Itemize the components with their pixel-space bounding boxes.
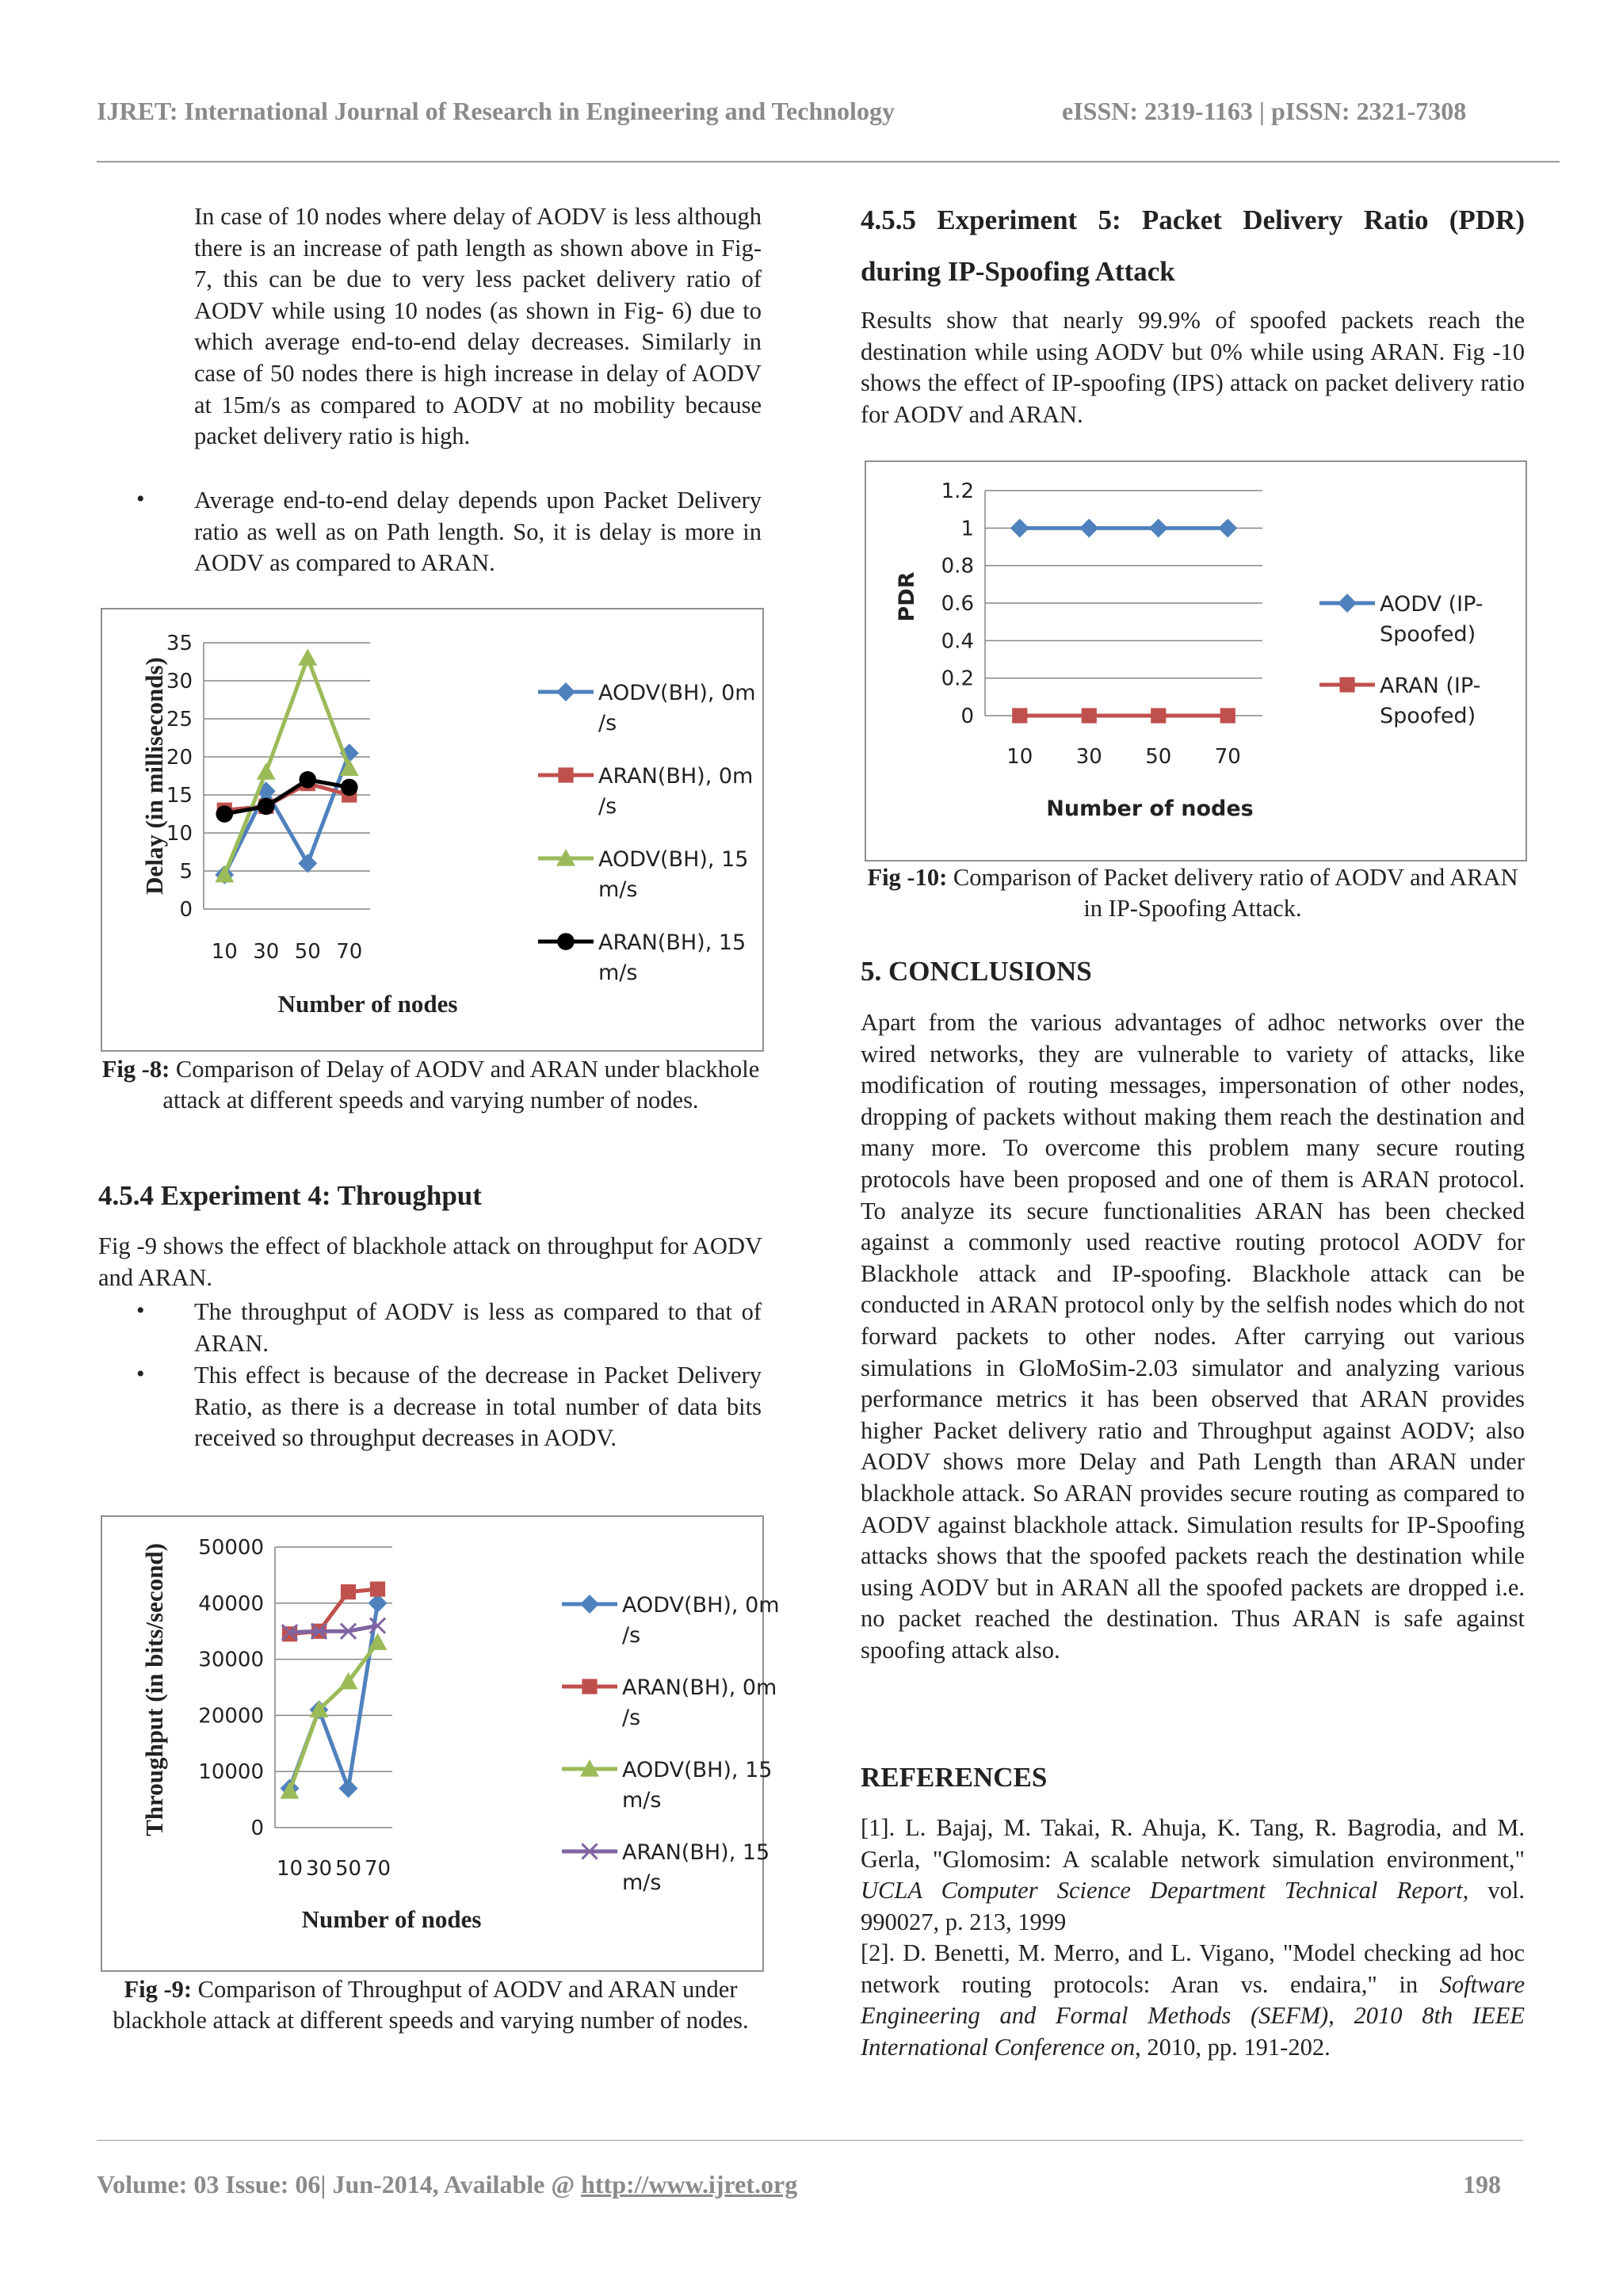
y-tick-label: 0.4 [941, 629, 974, 654]
section-4-5-5-title-line2: during IP-Spoofing Attack [861, 256, 1175, 287]
legend-label: AODV(BH), 15 [598, 847, 749, 872]
figure-9-caption-text: Comparison of Throughput of AODV and ARAN under blackhole attack at different speeds and varying number of nodes. [113, 1976, 749, 2034]
bullet-marker: • [136, 486, 145, 512]
reference-1-details: vol. 990027, p. 213, 1999 [861, 1877, 1525, 1935]
data-point [257, 762, 276, 780]
legend-label: ARAN (IP- [1380, 674, 1481, 698]
x-axis-title: Number of nodes [1046, 797, 1254, 821]
legend-label: AODV(BH), 0m [622, 1593, 780, 1618]
reference-1-venue: UCLA Computer Science Department Technical Report, [861, 1877, 1469, 1904]
y-tick-label: 30 [166, 670, 193, 693]
legend-marker [556, 682, 575, 701]
y-axis-title: PDR [895, 571, 919, 622]
legend-label: m/s [622, 1787, 662, 1813]
data-point [1082, 708, 1097, 723]
data-point [298, 648, 317, 666]
page-number: 198 [1463, 2170, 1501, 2199]
legend-label: Spoofed) [1380, 621, 1476, 647]
y-tick-label: 5 [179, 860, 193, 884]
bullet-marker: • [136, 1297, 145, 1324]
reference-2 [861, 1938, 1525, 2063]
data-point [298, 854, 317, 873]
data-point [299, 771, 316, 789]
data-point [341, 779, 358, 797]
y-tick-label: 0 [960, 705, 974, 728]
figure-8-chart [101, 608, 764, 1052]
legend-label: ARAN(BH), 0m [622, 1675, 777, 1700]
x-tick-label: 50 [294, 940, 321, 964]
figure-8-caption [101, 1054, 761, 1116]
paragraph-pdr-results: Results show that nearly 99.9% of spoofed packets reach the destination while using AODV but 0% while using ARAN. Fig -10 shows the effect of IP-spoofing (IPS) attack on packet delivery ratio for AODV and ARAN. [861, 307, 1525, 428]
data-point [216, 805, 233, 823]
paragraph-throughput-intro: Fig -9 shows the effect of blackhole attack on throughput for AODV and ARAN. [98, 1232, 762, 1291]
legend-label: ARAN(BH), 0m [598, 764, 754, 789]
data-point [1220, 708, 1235, 723]
x-tick-label: 70 [336, 940, 363, 964]
journal-title: IJRET: International Journal of Research in Engineering and Technology [97, 97, 895, 125]
reference-2-venue: Software Engineering and Formal Methods (SEFM), 2010 8th IEEE International Conference on [861, 1970, 1525, 2061]
x-tick-label: 10 [211, 940, 238, 964]
series-line [290, 1642, 378, 1791]
footer-volume-info [97, 2170, 797, 2199]
y-tick-label: 10000 [198, 1760, 264, 1785]
figure-9-caption-label: Fig -9: [124, 1976, 193, 2003]
header-rule [97, 161, 1560, 162]
reference-2-authors: [2]. D. Benetti, M. Merro, and L. Vigano, "Model checking ad hoc network routing protocols: Aran vs. endaira," in [861, 1939, 1525, 1998]
legend-label: /s [598, 710, 617, 735]
legend-label: AODV (IP- [1380, 592, 1484, 617]
data-point [1012, 708, 1027, 723]
y-tick-label: 1 [960, 517, 974, 541]
data-point [1151, 708, 1166, 723]
legend-label: m/s [598, 877, 638, 902]
bullet-marker: • [136, 1361, 145, 1387]
data-point [1218, 518, 1237, 537]
legend-marker [582, 1679, 597, 1694]
figure-8-caption-label: Fig -8: [101, 1056, 170, 1083]
footer-rule [97, 2140, 1523, 2141]
figure-10-caption-text: Comparison of Packet delivery ratio of AODV and ARAN in IP-Spoofing Attack. [947, 864, 1518, 922]
y-tick-label: 10 [166, 822, 193, 846]
reference-1-authors: [1]. L. Bajaj, M. Takai, R. Ahuja, K. Tang, R. Bagrodia, and M. Gerla, "Glomosim: A scalable network simulation environment," [861, 1814, 1525, 1873]
data-point [1149, 518, 1168, 537]
legend-label: Spoofed) [1380, 703, 1476, 728]
bullet-delay-dependency: Average end-to-end delay depends upon Packet Delivery ratio as well as on Path length. So, it is delay is more in AODV as compared to ARAN. [194, 487, 762, 577]
references-title: REFERENCES [861, 1762, 1048, 1793]
legend-marker [1338, 594, 1357, 613]
footer-prefix: Volume: 03 Issue: 06| Jun-2014, Available @ [97, 2170, 582, 2199]
x-tick-label: 50 [1145, 745, 1172, 769]
legend-marker [558, 767, 573, 782]
y-tick-label: 0.6 [941, 592, 974, 616]
data-point [1079, 518, 1098, 537]
figure-10-caption [861, 862, 1525, 924]
y-tick-label: 20 [166, 746, 193, 770]
legend-label: AODV(BH), 0m [598, 681, 756, 705]
y-axis-title: Throughput (in bits/second) [140, 1543, 168, 1836]
x-tick-label: 50 [334, 1857, 362, 1881]
conclusions-title: 5. CONCLUSIONS [861, 956, 1092, 987]
legend-label: m/s [598, 960, 638, 985]
y-axis-title: Delay (in milliseconds) [140, 657, 168, 895]
paragraph-delay-analysis: In case of 10 nodes where delay of AODV is less although there is an increase of path length as shown above in Fig- 7, this can be due to very less packet delivery ratio of AODV while using 10 nodes (as shown in Fig- 6) due to which average end-to-end delay decreases. Similarly in case of 50 nodes there is high increase in delay of AODV at 15m/s as compared to AODV at no mobility because packet delivery ratio is high. [194, 203, 762, 450]
fig10-chart-svg [866, 462, 1526, 860]
legend-label: ARAN(BH), 15 [598, 930, 747, 955]
legend-label: /s [622, 1622, 641, 1648]
legend-marker [1339, 677, 1354, 692]
y-tick-label: 15 [166, 784, 193, 808]
legend-label: ARAN(BH), 15 [622, 1840, 770, 1865]
legend-marker [580, 1595, 599, 1614]
x-tick-label: 10 [1006, 745, 1033, 769]
figure-10-chart [865, 460, 1527, 861]
y-tick-label: 0.2 [941, 667, 974, 691]
x-axis-title: Number of nodes [277, 990, 458, 1018]
reference-2-details: , 2010, pp. 191-202. [1135, 2033, 1331, 2061]
x-tick-label: 70 [1214, 745, 1241, 769]
reference-1 [861, 1813, 1525, 1938]
legend-label: AODV(BH), 15 [622, 1758, 773, 1782]
journal-link[interactable]: http://www.ijret.org [581, 2170, 798, 2199]
y-tick-label: 0 [179, 898, 193, 922]
issn-info: eISSN: 2319-1163 | pISSN: 2321-7308 [1062, 97, 1467, 125]
y-tick-label: 25 [166, 708, 193, 732]
y-tick-label: 0 [250, 1817, 264, 1840]
legend-label: /s [622, 1705, 641, 1730]
series-line [290, 1626, 378, 1632]
series-line [224, 658, 349, 875]
x-tick-label: 30 [305, 1857, 333, 1881]
y-tick-label: 0.8 [941, 554, 974, 579]
fig8-chart-svg [102, 609, 762, 1050]
data-point [339, 1778, 358, 1797]
y-tick-label: 20000 [198, 1704, 264, 1729]
data-point [258, 798, 275, 816]
section-4-5-4-title: 4.5.4 Experiment 4: Throughput [98, 1180, 482, 1211]
bullet-throughput-less: The throughput of AODV is less as compared to that of ARAN. [194, 1298, 762, 1357]
paragraph-conclusions: Apart from the various advantages of adhoc networks over the wired networks, they are vulnerable to variety of attacks, like modification of routing messages, impersonation of other nodes, dropping of packets without making them reach the destination and many more. To overcome this problem many secure routing protocols have been proposed and one of them is ARAN protocol. To analyze its secure functionalities ARAN has been checked against a commonly used reactive routing protocol AODV for Blackhole attack and IP-spoofing. Blackhole attack can be conducted in ARAN protocol only by the selfish nodes which do not forward packets to other nodes. After carrying out various simulations in GloMoSim-2.03 simulator and analyzing various performance metrics it has been observed that ARAN provides higher Packet delivery ratio and Throughput against AODV; also AODV shows more Delay and Path Length than ARAN under blackhole attack. So ARAN provides secure routing as compared to AODV against blackhole attack. Simulation results for IP-Spoofing attacks shows that the spoofed packets reach the destination while using AODV but in ARAN all the spoofed packets are dropped i.e. no packet reached the destination. Thus ARAN is safe against spoofing attack also. [861, 1009, 1525, 1664]
figure-10-caption-label: Fig -10: [867, 864, 948, 891]
data-point [1010, 518, 1029, 537]
bullet-throughput-reason: This effect is because of the decrease in Packet Delivery Ratio, as there is a decrease in total number of data bits received so throughput decreases in AODV. [194, 1362, 762, 1452]
figure-9-chart [101, 1515, 780, 1972]
fig9-chart-svg [102, 1517, 780, 1970]
x-tick-label: 10 [276, 1857, 304, 1881]
data-point [370, 1582, 385, 1597]
legend-marker [557, 933, 575, 950]
x-tick-label: 70 [364, 1857, 391, 1881]
figure-9-caption [101, 1974, 761, 2036]
x-axis-title: Number of nodes [301, 1905, 482, 1933]
x-tick-label: 30 [1075, 745, 1102, 769]
section-4-5-5-title-line1: 4.5.5 Experiment 5: Packet Delivery Ratio (PDR) [861, 204, 1525, 235]
y-tick-label: 50000 [198, 1536, 264, 1560]
x-tick-label: 30 [253, 940, 280, 964]
y-tick-label: 40000 [198, 1591, 264, 1616]
legend-label: /s [598, 793, 617, 819]
series-line [224, 753, 349, 875]
data-point [341, 1584, 356, 1599]
y-tick-label: 30000 [198, 1648, 264, 1672]
y-tick-label: 1.2 [941, 479, 974, 503]
y-tick-label: 35 [166, 632, 193, 655]
legend-label: m/s [622, 1870, 662, 1895]
figure-8-caption-text: Comparison of Delay of AODV and ARAN under blackhole attack at different speeds and varying number of nodes. [162, 1056, 760, 1114]
